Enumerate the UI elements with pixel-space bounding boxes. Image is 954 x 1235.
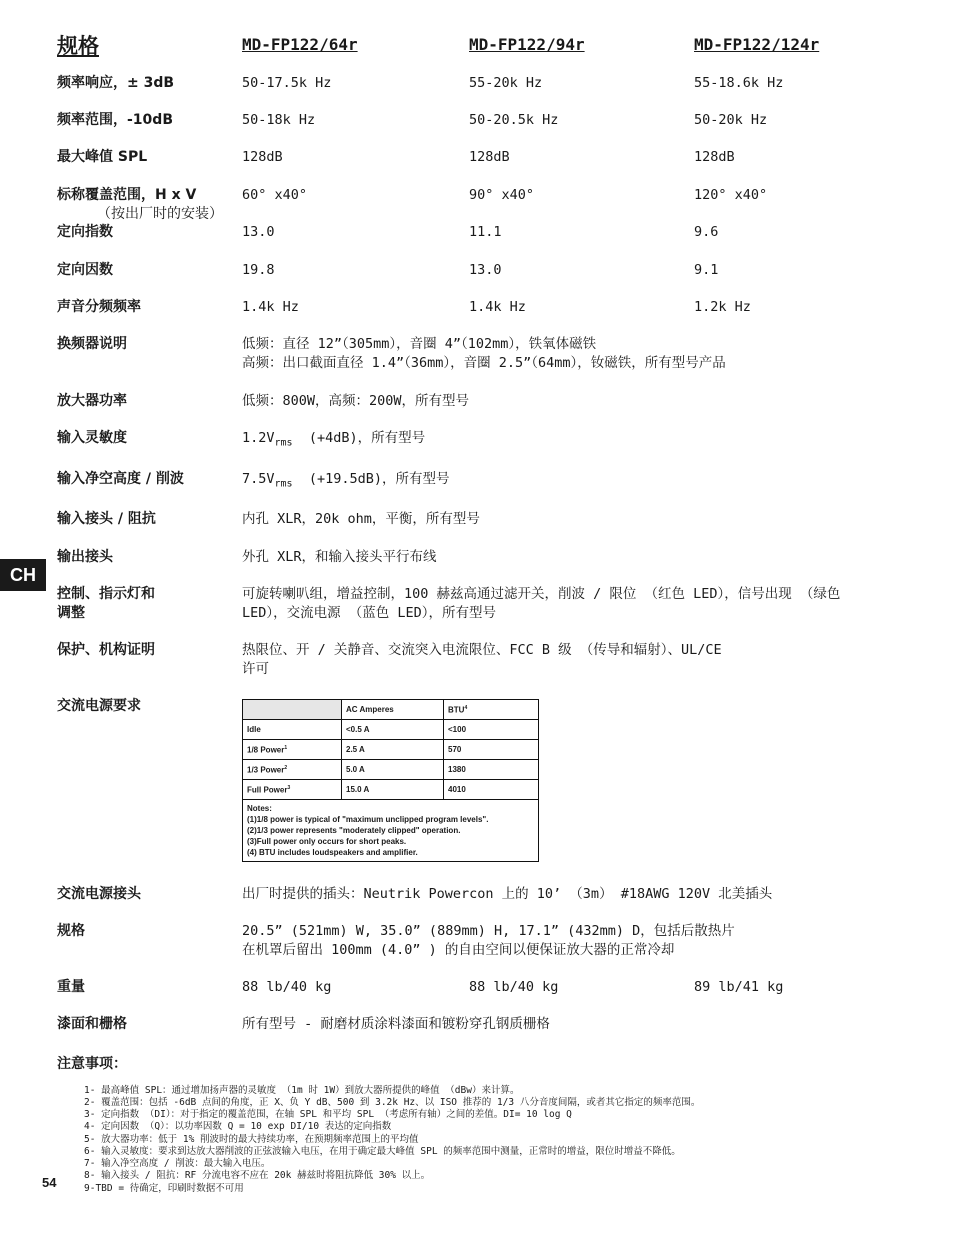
spec-value: 50-20.5k Hz xyxy=(469,112,559,128)
spec-label-crossover: 声音分频频率 xyxy=(57,299,141,315)
table-row xyxy=(243,720,539,740)
spec-value: 50-20k Hz xyxy=(694,112,768,128)
table-cell: 2.5 A xyxy=(342,740,444,760)
footnote-marker: 3 xyxy=(287,784,291,791)
table-note-line: (1)1/8 power is typical of "maximum unclipped program levels". xyxy=(247,815,489,824)
spec-label-coverage xyxy=(57,186,223,224)
footnote: 9-TBD = 待确定，印刷时数据不可用 xyxy=(84,1183,244,1194)
language-tab: CH xyxy=(0,559,46,591)
spec-value: 60° x40° xyxy=(242,187,308,203)
table-note-line: (4) BTU includes loudspeakers and amplifier. xyxy=(247,848,418,857)
row-label-text: 1/8 Power xyxy=(247,745,285,755)
spec-value-line: 可旋转喇叭组，增益控制，100 赫兹高通过滤开关，削波 / 限位 （红色 LED），信号出现 （绿色 xyxy=(242,586,841,602)
footnote: 1- 最高峰值 SPL：通过增加扬声器的灵敏度 （1m 时 1W）到放大器所提供的峰值 （dBw）来计算。 xyxy=(84,1085,520,1096)
voltage-value: 7.5V xyxy=(242,471,275,487)
rms-subscript: rms xyxy=(274,437,293,449)
spec-value-input-sensitivity xyxy=(242,429,425,453)
spec-value: 1.4k Hz xyxy=(469,299,526,315)
spec-value: 9.6 xyxy=(694,224,719,240)
spec-label-input-sensitivity: 输入灵敏度 xyxy=(57,430,127,446)
row-label-text: 1/3 Power xyxy=(247,765,285,775)
table-header-row xyxy=(243,700,539,720)
table-cell: 5.0 A xyxy=(342,760,444,780)
footnote: 2- 覆盖范围：包括 -6dB 点间的角度，正 X、负 Y dB、500 到 3.2k Hz、以 ISO 推荐的 1/3 八分音度间隔，或者其它指定的频率范围。 xyxy=(84,1097,701,1108)
spec-value: 13.0 xyxy=(242,224,275,240)
row-label-text: Full Power xyxy=(247,785,288,795)
spec-value: 13.0 xyxy=(469,262,502,278)
spec-label-dimensions: 规格 xyxy=(57,923,85,939)
table-notes-row xyxy=(243,800,539,862)
model-header-64r: MD-FP122/64r xyxy=(242,35,358,54)
spec-value-line: LED），交流电源 （蓝色 LED），所有型号 xyxy=(242,605,497,621)
spec-value: 9.1 xyxy=(694,262,719,278)
footnote-marker: 4 xyxy=(464,704,468,711)
spec-label-ac-requirements: 交流电源要求 xyxy=(57,698,141,714)
spec-label-max-spl: 最大峰值 SPL xyxy=(57,149,148,165)
spec-value: 内孔 XLR，20k ohm，平衡，所有型号 xyxy=(242,511,480,527)
spec-label-output-connector: 输出接头 xyxy=(57,549,113,565)
table-cell-label xyxy=(243,780,342,800)
model-header-124r: MD-FP122/124r xyxy=(694,35,820,54)
table-cell: 4010 xyxy=(444,780,539,800)
spec-label-input-clip: 输入净空高度 / 削波 xyxy=(57,471,184,487)
footnote: 3- 定向指数 （DI）：对于指定的覆盖范围，在轴 SPL 和平均 SPL （考虑所有轴）之间的差值。DI= 10 log Q xyxy=(84,1109,572,1120)
spec-value-rest: (+4dB)，所有型号 xyxy=(308,430,426,446)
spec-label-amp-power: 放大器功率 xyxy=(57,393,127,409)
spec-value-line: 低频：直径 12”（305mm），音圈 4”（102mm），铁氧体磁铁 xyxy=(242,336,597,352)
btu-header-text: BTU xyxy=(448,705,465,715)
spec-label-protection: 保护、机构证明 xyxy=(57,642,155,658)
page-title: 规格 xyxy=(57,34,99,58)
footnote-marker: 2 xyxy=(284,764,288,771)
footnote: 8- 输入接头 / 阻抗：RF 分流电容不应在 20k 赫兹时将阻抗降低 30% 以上。 xyxy=(84,1170,431,1181)
spec-value: 120° x40° xyxy=(694,187,768,203)
spec-value: 55-18.6k Hz xyxy=(694,75,784,91)
spec-label-transducers: 换频器说明 xyxy=(57,336,127,352)
table-note-line: Notes: xyxy=(247,804,272,813)
spec-label-input-connector: 输入接头 / 阻抗 xyxy=(57,511,156,527)
table-note-line: (2)1/3 power represents "moderately clipped" operation. xyxy=(247,826,461,835)
ac-power-table xyxy=(242,699,539,862)
spec-value: 所有型号 - 耐磨材质涂料漆面和镀粉穿孔钢质栅格 xyxy=(242,1016,550,1032)
spec-value-line: 许可 xyxy=(242,661,269,677)
table-note-line: (3)Full power only occurs for short peaks. xyxy=(247,837,407,846)
coverage-sublabel: （按出厂时的安装） xyxy=(97,206,223,222)
rms-subscript: rms xyxy=(274,478,293,490)
spec-value: 19.8 xyxy=(242,262,275,278)
spec-value-rest: (+19.5dB)，所有型号 xyxy=(308,471,450,487)
spec-value-line: 高频：出口截面直径 1.4”（36mm），音圈 2.5”（64mm），钕磁铁，所有型号产品 xyxy=(242,355,726,371)
spec-value: 90° x40° xyxy=(469,187,535,203)
spec-value-line: 20.5” (521mm) W, 35.0” (889mm) H, 17.1” (432mm) D，包括后散热片 xyxy=(242,923,735,939)
table-header-cell xyxy=(444,700,539,720)
voltage-value: 1.2V xyxy=(242,430,275,446)
table-row xyxy=(243,780,539,800)
spec-value-line: 在机罩后留出 100mm (4.0” ) 的自由空间以便保证放大器的正常冷却 xyxy=(242,942,675,958)
spec-label-ac-connector: 交流电源接头 xyxy=(57,886,141,902)
footnote: 6- 输入灵敏度：要求到达放大器削波的正弦波输入电压，在用于确定最大峰值 SPL 的频率范围中测量，正常时的增益，限位时增益不降低。 xyxy=(84,1146,681,1157)
footnote: 5- 放大器功率：低于 1% 削波时的最大持续功率，在预期频率范围上的平均值 xyxy=(84,1134,419,1145)
table-header-blank xyxy=(243,700,342,720)
spec-value: 88 lb/40 kg xyxy=(469,979,559,995)
coverage-label-text: 标称覆盖范围，H x V xyxy=(57,187,197,203)
footnote: 4- 定向因数 （Q）：以功率因数 Q = 10 exp DI/10 表达的定向指数 xyxy=(84,1121,392,1132)
spec-label-controls xyxy=(57,585,155,623)
table-row xyxy=(243,760,539,780)
spec-value: 88 lb/40 kg xyxy=(242,979,332,995)
spec-value-line: 热限位、开 / 关静音、交流突入电流限位、FCC B 级 （传导和辐射）、UL/CE xyxy=(242,642,722,658)
spec-value: 128dB xyxy=(694,149,735,165)
spec-label-freq-response: 频率响应，± 3dB xyxy=(57,75,175,91)
table-row xyxy=(243,740,539,760)
table-header-cell: AC Amperes xyxy=(342,700,444,720)
table-cell: <100 xyxy=(444,720,539,740)
spec-value: 50-17.5k Hz xyxy=(242,75,332,91)
model-header-94r: MD-FP122/94r xyxy=(469,35,585,54)
controls-label-line: 控制、指示灯和 xyxy=(57,586,155,602)
table-cell: 15.0 A xyxy=(342,780,444,800)
spec-label-q: 定向因数 xyxy=(57,262,113,278)
spec-value: 低频：800W，高频：200W，所有型号 xyxy=(242,393,470,409)
spec-value-input-clip xyxy=(242,470,450,494)
table-cell-label: Idle xyxy=(243,720,342,740)
footnote-marker: 1 xyxy=(284,744,288,751)
footnote: 7- 输入净空高度 / 削波：最大输入电压。 xyxy=(84,1158,271,1169)
table-cell: <0.5 A xyxy=(342,720,444,740)
spec-value: 1.4k Hz xyxy=(242,299,299,315)
spec-value: 55-20k Hz xyxy=(469,75,543,91)
spec-value: 1.2k Hz xyxy=(694,299,751,315)
table-notes xyxy=(243,800,539,862)
notes-heading: 注意事项： xyxy=(57,1056,127,1072)
table-cell-label xyxy=(243,740,342,760)
spec-label-di: 定向指数 xyxy=(57,224,113,240)
spec-label-weight: 重量 xyxy=(57,979,85,995)
spec-label-freq-range: 频率范围，-10dB xyxy=(57,112,173,128)
spec-value: 11.1 xyxy=(469,224,502,240)
table-cell: 570 xyxy=(444,740,539,760)
spec-value: 外孔 XLR，和输入接头平行布线 xyxy=(242,549,437,565)
table-cell: 1380 xyxy=(444,760,539,780)
page-number: 54 xyxy=(42,1175,57,1190)
table-cell-label xyxy=(243,760,342,780)
spec-value: 89 lb/41 kg xyxy=(694,979,784,995)
spec-value: 出厂时提供的插头：Neutrik Powercon 上的 10’ （3m） #18AWG 120V 北美插头 xyxy=(242,886,773,902)
spec-value: 50-18k Hz xyxy=(242,112,316,128)
spec-value: 128dB xyxy=(469,149,510,165)
controls-label-line: 调整 xyxy=(57,605,85,621)
spec-value: 128dB xyxy=(242,149,283,165)
spec-label-finish: 漆面和栅格 xyxy=(57,1016,127,1032)
